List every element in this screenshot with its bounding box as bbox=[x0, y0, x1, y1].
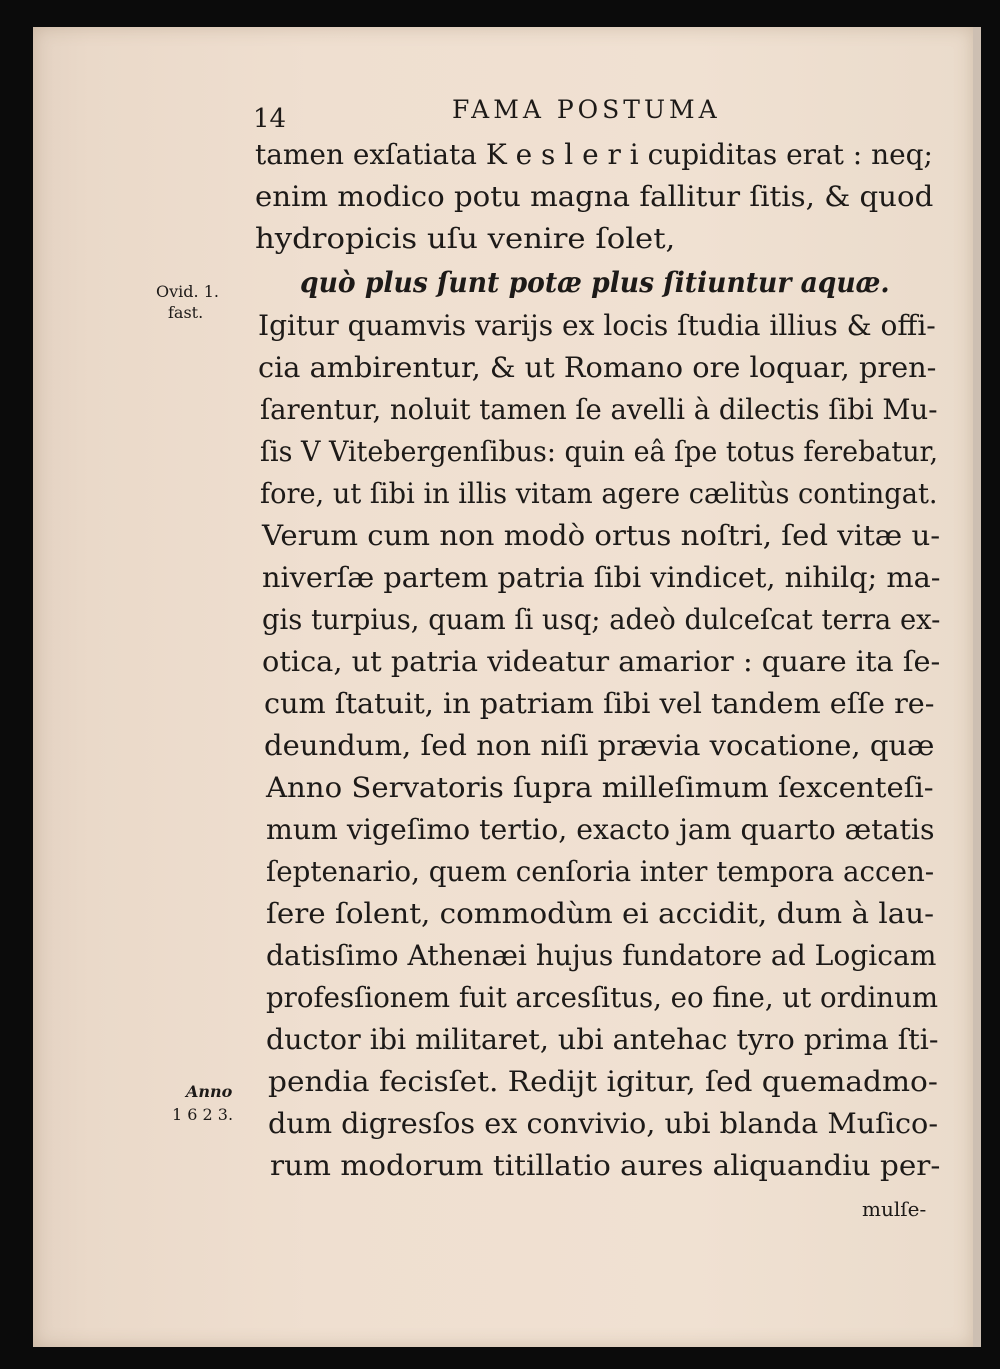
body-line: rum modorum titillatio aures aliquandiu per- bbox=[270, 1149, 941, 1182]
body-line: cum ſtatuit, in patriam ſibi vel tandem eſſe re- bbox=[264, 687, 935, 720]
body-line: pendia fecisſet. Redijt igitur, ſed quemadmo- bbox=[268, 1065, 938, 1098]
body-line: ſarentur, noluit tamen ſe avelli à dilectis ſibi Mu- bbox=[260, 393, 938, 426]
body-line: ſere ſolent, commodùm ei accidit, dum à lau- bbox=[266, 897, 935, 930]
body-line: dum digresſos ex convivio, ubi blanda Muſico- bbox=[268, 1107, 939, 1140]
margin-note-anno-line2: 1 6 2 3. bbox=[172, 1105, 234, 1124]
body-line: datisſimo Athenæi hujus fundatore ad Logicam bbox=[266, 939, 937, 972]
body-line: Verum cum non modò ortus noſtri, ſed vitæ u- bbox=[262, 519, 941, 552]
body-line: enim modico potu magna fallitur ſitis, & quod bbox=[255, 180, 934, 213]
body-line: niverſæ partem patria ſibi vindicet, nihilq; ma- bbox=[262, 561, 941, 594]
body-line: ductor ibi militaret, ubi antehac tyro prima ſti- bbox=[266, 1023, 939, 1056]
page-edge bbox=[973, 27, 981, 1347]
body-line: mum vigeſimo tertio, exacto jam quarto ætatis bbox=[266, 813, 935, 846]
body-line: profesſionem fuit arcesſitus, eo fine, ut ordinum bbox=[266, 981, 939, 1014]
body-line: Igitur quamvis varijs ex locis ſtudia illius & offi- bbox=[258, 309, 936, 342]
running-title: FAMA POSTUMA bbox=[452, 95, 721, 124]
body-line: otica, ut patria videatur amarior : quare ita ſe- bbox=[262, 645, 941, 678]
catchword: mulſe- bbox=[862, 1197, 927, 1221]
body-line: Anno Servatoris ſupra milleſimum ſexcenteſi- bbox=[266, 771, 934, 804]
page-number: 14 bbox=[253, 104, 287, 134]
body-line: cia ambirentur, & ut Romano ore loquar, pren- bbox=[258, 351, 937, 384]
margin-note-ovid-line2: fast. bbox=[168, 303, 204, 322]
body-line: hydropicis uſu venire ſolet, bbox=[255, 222, 676, 255]
body-line: ſeptenario, quem cenſoria inter tempora accen- bbox=[266, 855, 935, 888]
body-line: ſis V Vitebergenſibus: quin eâ ſpe totus ferebatur, bbox=[260, 435, 939, 468]
body-line: deundum, ſed non niſi prævia vocatione, quæ bbox=[264, 729, 935, 762]
body-line: gis turpius, quam ſi usq; adeò dulceſcat terra ex- bbox=[262, 603, 941, 636]
body-line: fore, ut ſibi in illis vitam agere cælitùs contingat. bbox=[260, 477, 938, 510]
body-line: tamen exſatiata K e s l e r i cupiditas erat : neq; bbox=[255, 138, 933, 171]
margin-note-ovid-line1: Ovid. 1. bbox=[156, 282, 219, 301]
verse-quotation: quò plus ſunt potæ plus ſitiuntur aquæ. bbox=[300, 266, 890, 299]
margin-note-anno-line1: Anno bbox=[186, 1082, 233, 1101]
